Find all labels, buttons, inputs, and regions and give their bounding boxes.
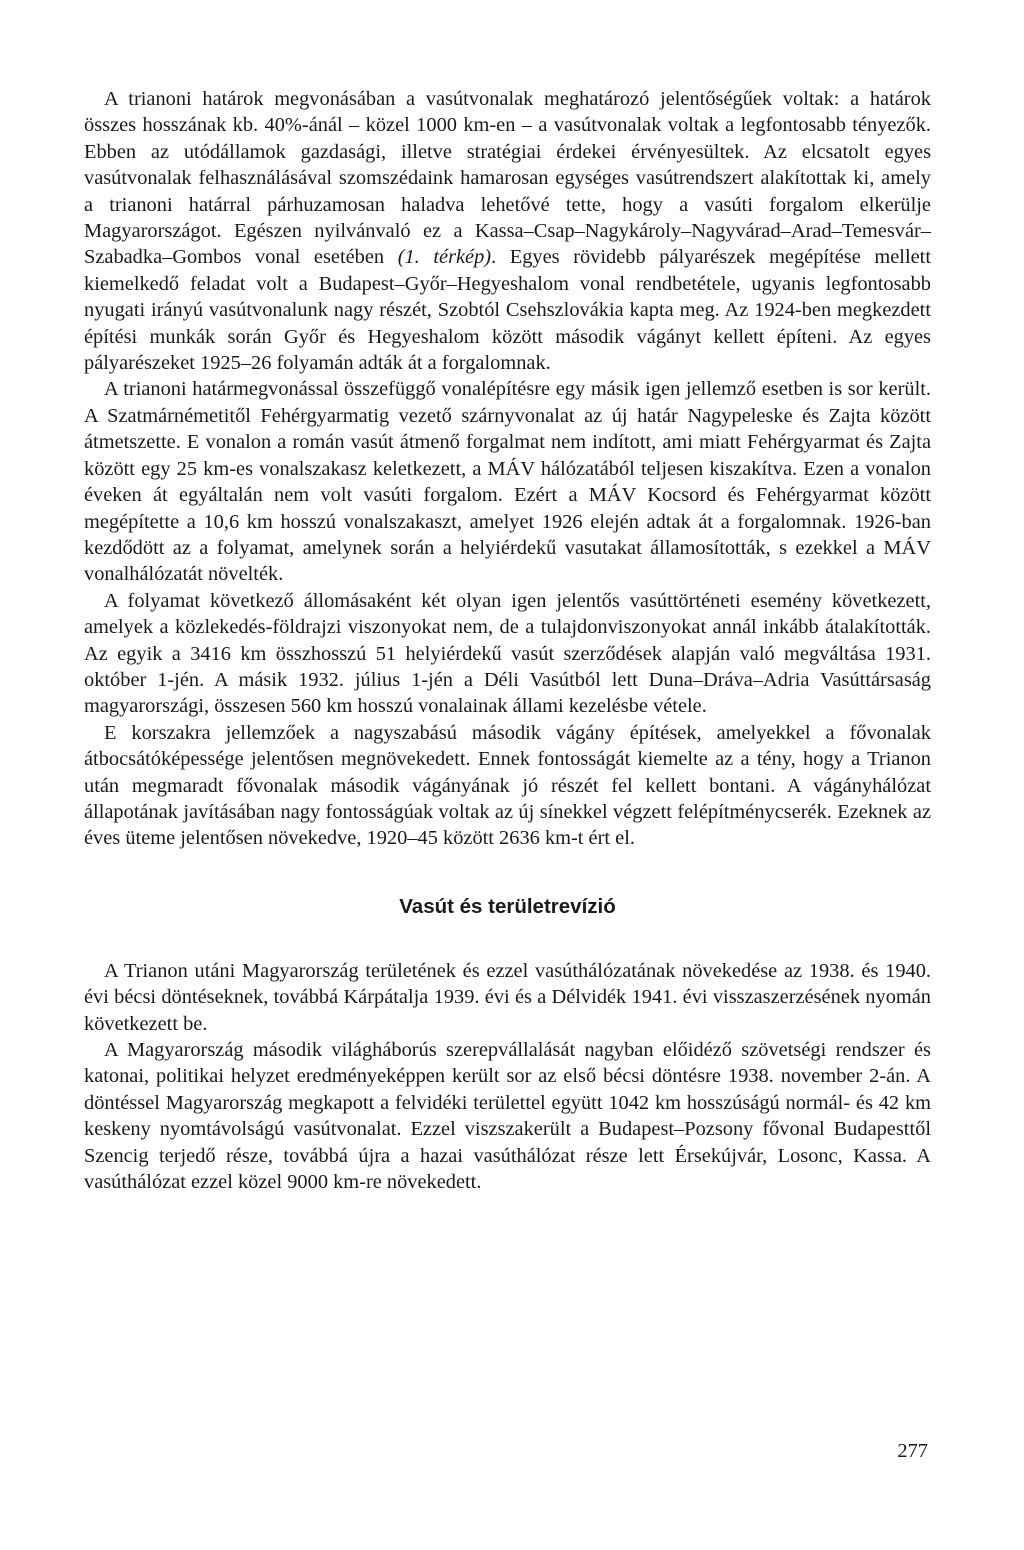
text-run: E korszakra jellemzőek a nagyszabású második vágány építések, amelyekkel a fővonalak átbocsátóképessége jelentősen megnövekedett. Ennek fontosságát kiemelte az a tény, hogy a Trianon után megmaradt fővonalak második vágányának jó részét fel kellett bontani. A vágányhálózat állapotának javításában nagy fontosságúak voltak az új sínekkel végzett felépítménycserék. Ezeknek az éves üteme jelentősen növekedve, 1920–45 között 2636 km-t ért el.	[84, 721, 931, 850]
paragraph-first-vienna-award: A Magyarország második világháborús szerepvállalását nagyban előidéző szövetségi rendszer és katonai, politikai helyzet eredményeképpen került sor az első bécsi döntésre 1938. november 2-án. A döntéssel Magyarország megkapott a felvidéki területtel együtt 1042 km hosszúságú normál- és 42 km keskeny nyomtávolságú vasútvonalat. Ezzel viszszakerült a Budapest–Pozsony fővonal Budapesttől Szencig terjedő része, továbbá újra a hazai vasúthálózat része lett Érsekújvár, Losonc, Kassa. A vasúthálózat ezzel közel 9000 km-re növekedett.	[84, 1039, 931, 1194]
text-run: A trianoni határok megvonásában a vasútvonalak meghatározó jelentőségűek voltak: a határok összes hosszának kb. 40%-ánál – közel 1000 km-en – a vasútvonalak voltak a legfontosabb tényezők. Ebben az utódállamok gazdasági, illetve stratégiai érdekei érvényesültek. Az elcsatolt egyes vasútvonalak felhasználásával szomszédaink hamarosan egységes vasútrendszert alakítottak ki, amely a trianoni határral párhuzamosan haladva lehetővé tette, hogy a vasúti forgalom elkerülje Magyarországot. Egészen nyilvánvaló ez a Kassa–Csap–Nagykároly–Nagyvárad–Arad–Temesvár–Szabadka–Gombos vonal esetében	[84, 88, 931, 269]
paragraph-second-track	[84, 720, 931, 852]
text-run: A folyamat következő állomásaként két olyan igen jelentős vasúttörténeti esemény következett, amelyek a közlekedés-földrajzi viszonyokat nem, de a tulajdonviszonyokat annál inkább átalakították. Az egyik a 3416 km összhosszú 51 helyiérdekű vasút szerződések alapján való megváltása 1931. október 1-jén. A másik 1932. július 1-jén a Déli Vasútból lett Duna–Dráva–Adria Vasúttársaság magyarországi, összesen 560 km hosszú vonalainak állami kezelésbe vétele.	[84, 589, 931, 718]
map-reference: (1. térkép)	[397, 246, 492, 269]
page-body	[84, 86, 931, 1195]
paragraph-territorial-revision: A Trianon utáni Magyarország területének és ezzel vasúthálózatának növekedése az 1938. és 1940. évi bécsi döntéseknek, továbbá Kárpátalja 1939. évi és a Délvidék 1941. évi visszaszerzésének nyomán következett be.	[84, 959, 931, 1035]
paragraph-border-line-construction	[84, 376, 931, 587]
section-heading: Vasút és területrevízió	[399, 894, 616, 918]
paragraph-trianon-borders	[84, 86, 931, 376]
paragraph-ownership-changes	[84, 588, 931, 720]
text-run: A trianoni határmegvonással összefüggő vonalépítésre egy másik igen jellemző esetben is sor került. A Szatmárnémetitől Fehérgyarmatig vezető szárnyvonalat az új határ Nagypeleske és Zajta között átmetszette. E vonalon a román vasút átmenő forgalmat nem indított, ami miatt Fehérgyarmat és Zajta között egy 25 km-es vonalszakasz keletkezett, a MÁV hálózatából teljesen kiszakítva. Ezen a vonalon éveken át egyáltalán nem volt vasúti forgalom. Ezért a MÁV Kocsord és Fehérgyarmat között megépítette a 10,6 km hosszú vonalszakaszt, amelyet 1926 elején adtak át a forgalomnak. 1926-ban kezdődött az a folyamat, amelynek során a helyiérdekű vasutakat államosították, s ezekkel a MÁV vonalhálózatát növelték.	[84, 378, 931, 586]
text-run: . Egyes rövidebb pályarészek megépítése mellett kiemelkedő feladat volt a Budapest–Győr–Hegyeshalom vonal rendbetétele, ugyanis legfontosabb nyugati irányú vasútvonalunk nagy részét, Szobtól Csehszlovákia kapta meg. Az 1924-ben megkezdett építési munkák során Győr és Hegyeshalom között második vágányt kellett építeni. Az egyes pályarészeket 1925–26 folyamán adták át a forgalomnak.	[84, 246, 932, 375]
page-number: 277	[897, 1440, 928, 1462]
